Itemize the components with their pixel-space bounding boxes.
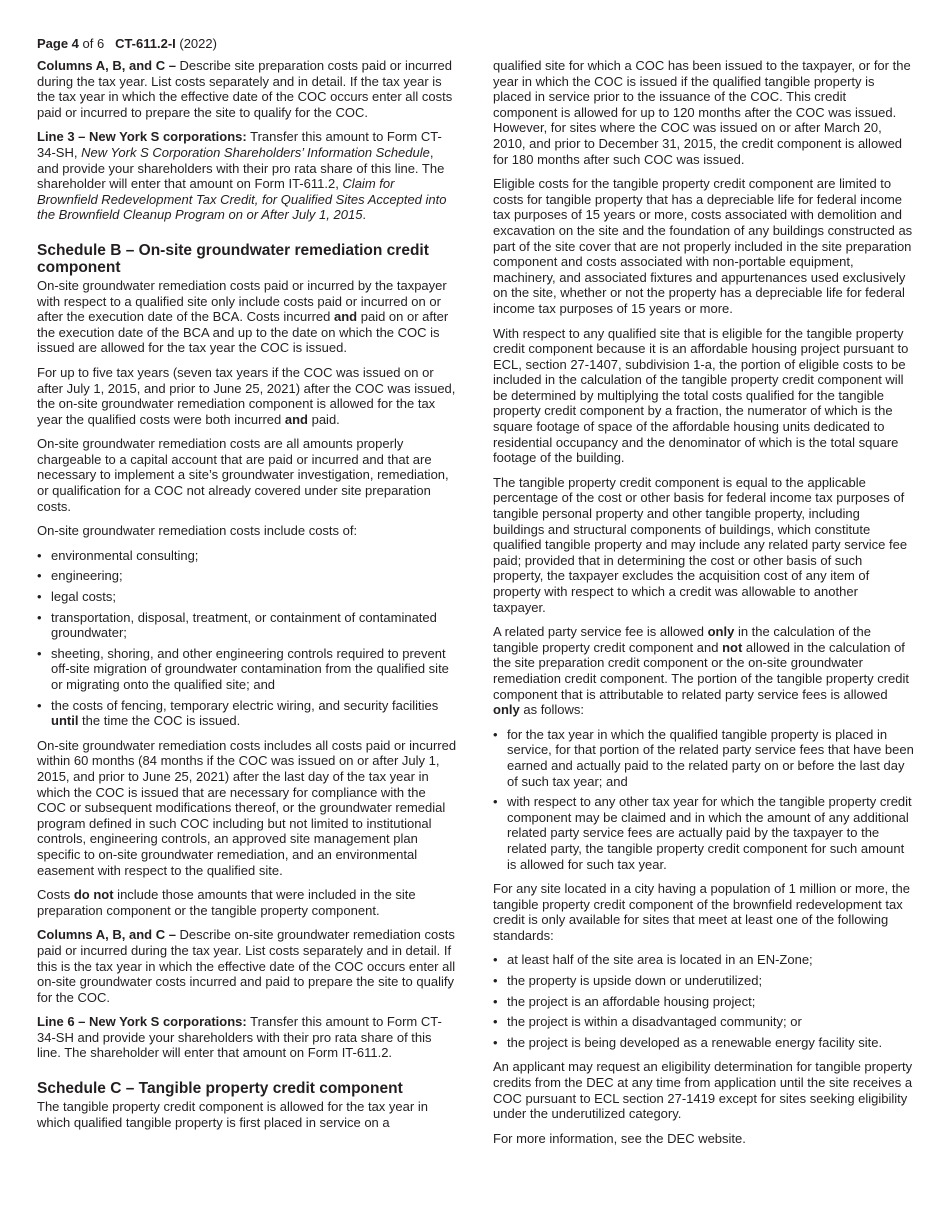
section-heading-schedule-b: Schedule B – On-site groundwater remediation credit component — [37, 241, 429, 276]
paragraph: With respect to any qualified site that is eligible for the tangible property credit component because it is an affordable housing project pursuant to ECL, section 27-1407, subdivision 1-a, the portion of eligible costs to be included in the calculation of the tangible property credit component will be determined by multiplying the total costs qualified for the tangible property credit component by a fraction, the numerator of which is the square footage of space of the affordable housing units dedicated to residential occupancy and the denominator of which is the total square footage of the building. — [493, 325, 909, 466]
list-item: • legal costs; — [37, 589, 457, 605]
list-item: • transportation, disposal, treatment, or containment of contaminated groundwater; — [37, 610, 457, 641]
right-column — [493, 58, 914, 1155]
list-item: • at least half of the site area is located in an EN-Zone; — [493, 952, 914, 968]
section-heading-schedule-c: Schedule C – Tangible property credit component — [37, 1080, 403, 1098]
page-number: Page 4 — [37, 36, 79, 51]
paragraph: For any site located in a city having a population of 1 million or more, the tangible property credit component of the brownfield redevelopment tax credit is only available for sites that meet at least one of the following standards: — [493, 881, 910, 943]
list-item: • with respect to any other tax year for which the tangible property credit component may be claimed and in which the amount of any additional related party service fees are actually paid by the taxpayer to the related party, the tangible property credit component for such amount is allowed for such tax year. — [493, 794, 914, 872]
list-item: • the property is upside down or underutilized; — [493, 973, 914, 989]
paragraph: A related party service fee is allowed only in the calculation of the tangible property credit component and not allowed in the calculation of the site preparation credit component or the on-site groundwater remediation credit component. The portion of the tangible property credit component that is attributable to related party service fees is allowed only as follows: — [493, 624, 909, 718]
list-item: • sheeting, shoring, and other engineering controls required to prevent off-site migration of groundwater contamination from the qualified site or migrating onto the qualified site; and — [37, 646, 457, 693]
left-column — [37, 58, 457, 1139]
list-item: • the project is being developed as a renewable energy facility site. — [493, 1035, 914, 1051]
page-count: of 6 — [78, 36, 105, 51]
list-item: • engineering; — [37, 568, 457, 584]
paragraph: On-site groundwater remediation costs include costs of: — [37, 523, 358, 539]
page-header — [37, 36, 217, 52]
list-item: • the project is an affordable housing project; — [493, 994, 914, 1010]
form-year: (2022) — [175, 36, 217, 51]
paragraph: Eligible costs for the tangible property credit component are limited to costs for tangible property that has a depreciable life for federal income tax purposes of 15 years or more, costs associated with demolition and excavation on the site and the foundation of any buildings constructed as part of the site cover that are not properly included in the site preparation component and costs associated with non-portable equipment, machinery, and associated fixtures and appurtenances used exclusively on the site, whether or not the property has a depreciable life for federal income tax purposes of 15 years or more. — [493, 176, 913, 316]
paragraph: Columns A, B, and C – Describe on-site groundwater remediation costs paid or incurred during the tax year. List costs separately and in detail. If this is the tax year in which the effective date of the COC occurs enter all on-site groundwater costs incurred and paid to prepare the site to qualify for the COC. — [37, 927, 456, 1005]
paragraph: For up to five tax years (seven tax years if the COC was issued on or after July 1, 2015, and prior to June 25, 2021) after the COC was issued, the on-site groundwater remediation component is allowed for the tax year the qualified costs were both incurred and paid. — [37, 364, 456, 427]
paragraph: On-site groundwater remediation costs includes all costs paid or incurred within 60 months (84 months if the COC was issued on or after July 1, 2015, and prior to June 25, 2021) after the last day of the tax year in which the COC is issued that are necessary for compliance with the COC or subsequent modifications thereof, or the groundwater remedial program defined in such COC including but not limited to institutional controls, engineering controls, an approved site management plan specific to on-site groundwater remediation, and an environmental easement with respect to the qualified site. — [37, 737, 457, 878]
fee-list — [493, 727, 914, 872]
list-item: • environmental consulting; — [37, 548, 457, 564]
paragraph: An applicant may request an eligibility determination for tangible property credits from the DEC at any time from application until the site receives a COC pursuant to ECL section 27-1419 except for sites seeking eligibility under the underutilized category. — [493, 1059, 913, 1122]
list-item: • for the tax year in which the qualified tangible property is placed in service, for that portion of the related party service fees that have been earned and actually paid to the related party on or before the last day of such tax year; and — [493, 727, 914, 789]
paragraph: The tangible property credit component is equal to the applicable percentage of the cost or other basis for federal income tax purposes of tangible personal property and other tangible property, including buildings and structural components of buildings, which constitute qualified tangible property and may include any related party service fee paid; provided that in determining the cost or other basis of such property, the taxpayer excludes the acquisition cost of any item of property with respect to which a credit was allowable to another taxpayer. — [493, 474, 908, 615]
form-id: CT-611.2-I — [115, 36, 176, 51]
paragraph: On-site groundwater remediation costs paid or incurred by the taxpayer with respect to a qualified site only include costs paid or incurred on or after the execution date of the BCA. Costs incurred and paid on or after the execution date of the BCA and up to the date on which the COC is issued are allowed for the tax year the COC is issued. — [37, 277, 449, 356]
standards-list — [493, 952, 914, 1050]
paragraph: Line 3 – New York S corporations: Transfer this amount to Form CT-34-SH, New York S Corporation Shareholders’ Information Schedule, and provide your shareholders with their pro rata share of this line. The shareholder will enter that amount on Form IT-611.2, Claim for Brownfield Redevelopment Tax Credit, for Qualified Sites Accepted into the Brownfield Cleanup Program on or After July 1, 2015. — [37, 129, 447, 223]
paragraph: For more information, see the DEC website. — [493, 1130, 746, 1146]
list-item: • the costs of fencing, temporary electric wiring, and security facilities until the time the COC is issued. — [37, 698, 457, 729]
paragraph: The tangible property credit component is allowed for the tax year in which qualified tangible property is first placed in service on a — [37, 1099, 428, 1130]
list-item: • the project is within a disadvantaged community; or — [493, 1014, 914, 1030]
paragraph: On-site groundwater remediation costs are all amounts properly chargeable to a capital account that are paid or incurred and that are necessary to implement a site’s groundwater investigation, remediation, or qualification for a COC not already covered under site preparation costs. — [37, 436, 449, 514]
paragraph: Costs do not include those amounts that were included in the site preparation component or the tangible property component. — [37, 887, 416, 918]
paragraph: Line 6 – New York S corporations: Transfer this amount to Form CT-34-SH and provide your shareholders with their pro rata share of this line. The shareholder will enter that amount on Form IT-611.2. — [37, 1014, 442, 1061]
paragraph: qualified site for which a COC has been issued to the taxpayer, or for the year in which the COC is issued if the qualified tangible property is placed in service prior to the issuance of the COC. This credit component is allowed for up to 120 months after the COC was issued. However, for sites where the COC was issued on or after March 20, 2010, and prior to December 31, 2015, the credit component is allowed for 180 months after such COC was issued. — [493, 58, 911, 167]
cost-list — [37, 548, 457, 729]
paragraph: Columns A, B, and C – Describe site preparation costs paid or incurred during the tax year. List costs separately and in detail. If the tax year is the tax year in which the effective date of the COC occurs enter all costs paid or incurred to prepare the site to qualify for the COC. — [37, 58, 453, 120]
